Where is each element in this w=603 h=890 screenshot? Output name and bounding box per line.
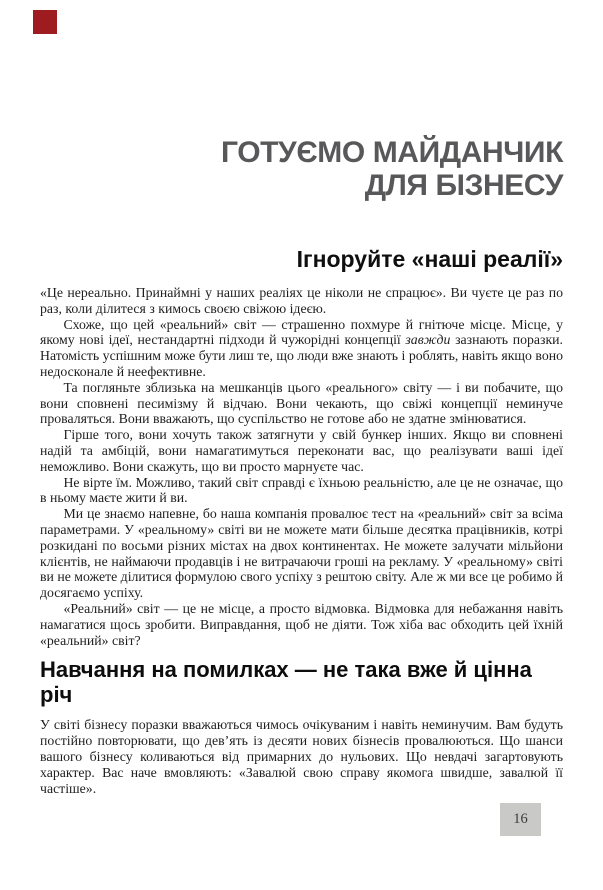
page-number-box: [500, 803, 541, 836]
chapter-title-line1: ГОТУЄМО МАЙДАНЧИК: [220, 136, 563, 169]
paragraph-3: Та погляньте зблизька на мешканців цього «реального» світу — і ви побачите, що вони сповнені песимізму й відчаю. Вони чекають, що свіжі концепції неминуче проваляться. Вони вважають, що суспільство не готове або не здатне змінюватися.: [40, 379, 563, 427]
paragraph-6: Ми це знаємо напевне, бо наша компанія провалює тест на «реальний» світ за всіма параметрами. У «реальному» світі ви не можете мати більше десятка працівників, котрі розкидані по восьми різних містах на двох континентах. Не можете залучати мільйони клієнтів, не наймаючи продавців і не витрачаючи гроші на рекламу. У «реальному» світі ви не можете ділитися формулою свого успіху з рештою світу. Але ж ми все це робимо й досягаємо успіху.: [40, 506, 563, 601]
chapter-title: [40, 136, 563, 202]
section-heading-learning-from-mistakes: Навчання на помилках — не така вже й цінна річ: [40, 657, 532, 708]
paragraph-7: «Реальний» світ — це не місце, а просто відмовка. Відмовка для небажання навіть намагатися щось зробити. Виправдання, щоб не діяти. Тож хіба вас обходить цей їхній «реальний» світ?: [40, 600, 563, 648]
paragraph-5: Не вірте їм. Можливо, такий світ справді є їхньою реальністю, але це не означає, що в ньому маєте жити й ви.: [40, 474, 563, 506]
chapter-marker-square: [33, 10, 57, 34]
section-heading-ignore-realities: Ігноруйте «наші реалії»: [296, 246, 563, 272]
paragraph-8: У світі бізнесу поразки вважаються чимось очікуваним і навіть неминучим. Вам будуть постійно повторювати, що дев’ять із десяти нових бізнесів провалюються. Що шанси вашого бізнесу коливаються від примарних до нульових. Що невдачі загартовують характер. Вас наче вмовляють: «Завалюй свою справу якомога швидше, завалюй її частіше».: [40, 717, 563, 796]
paragraph-1: «Це нереально. Принаймні у наших реаліях це ніколи не спрацює». Ви чуєте це раз по раз, коли ділитеся з кимось своєю свіжою ідеєю.: [40, 285, 563, 316]
paragraph-2-after-italic: зазнають поразки. Натомість успішним може бути лиш те, що люди вже знають і роблять, навіть якщо воно недосконале й неефективне.: [40, 332, 564, 379]
paragraph-4: Гірше того, вони хочуть також затягнути у свій бункер інших. Якщо ви сповнені надій та амбіцій, вони намагатимуться переконати вас, що реалізувати ваші ідеї неможливо. Вони скажуть, що ви просто марнуєте час.: [40, 427, 563, 474]
paragraph-2-before-italic: Схоже, що цей «реальний» світ — страшенно похмуре й гнітюче місце. Місце, у якому нові ідеї, нестандартні підходи й чужорідні концепції: [40, 316, 563, 348]
body-text: [40, 285, 563, 796]
paragraph-2: [40, 317, 563, 380]
page-number: 16: [513, 811, 528, 827]
chapter-title-line2: ДЛЯ БІЗНЕСУ: [364, 169, 563, 202]
paragraph-2-italic-word: завжди: [405, 332, 451, 348]
